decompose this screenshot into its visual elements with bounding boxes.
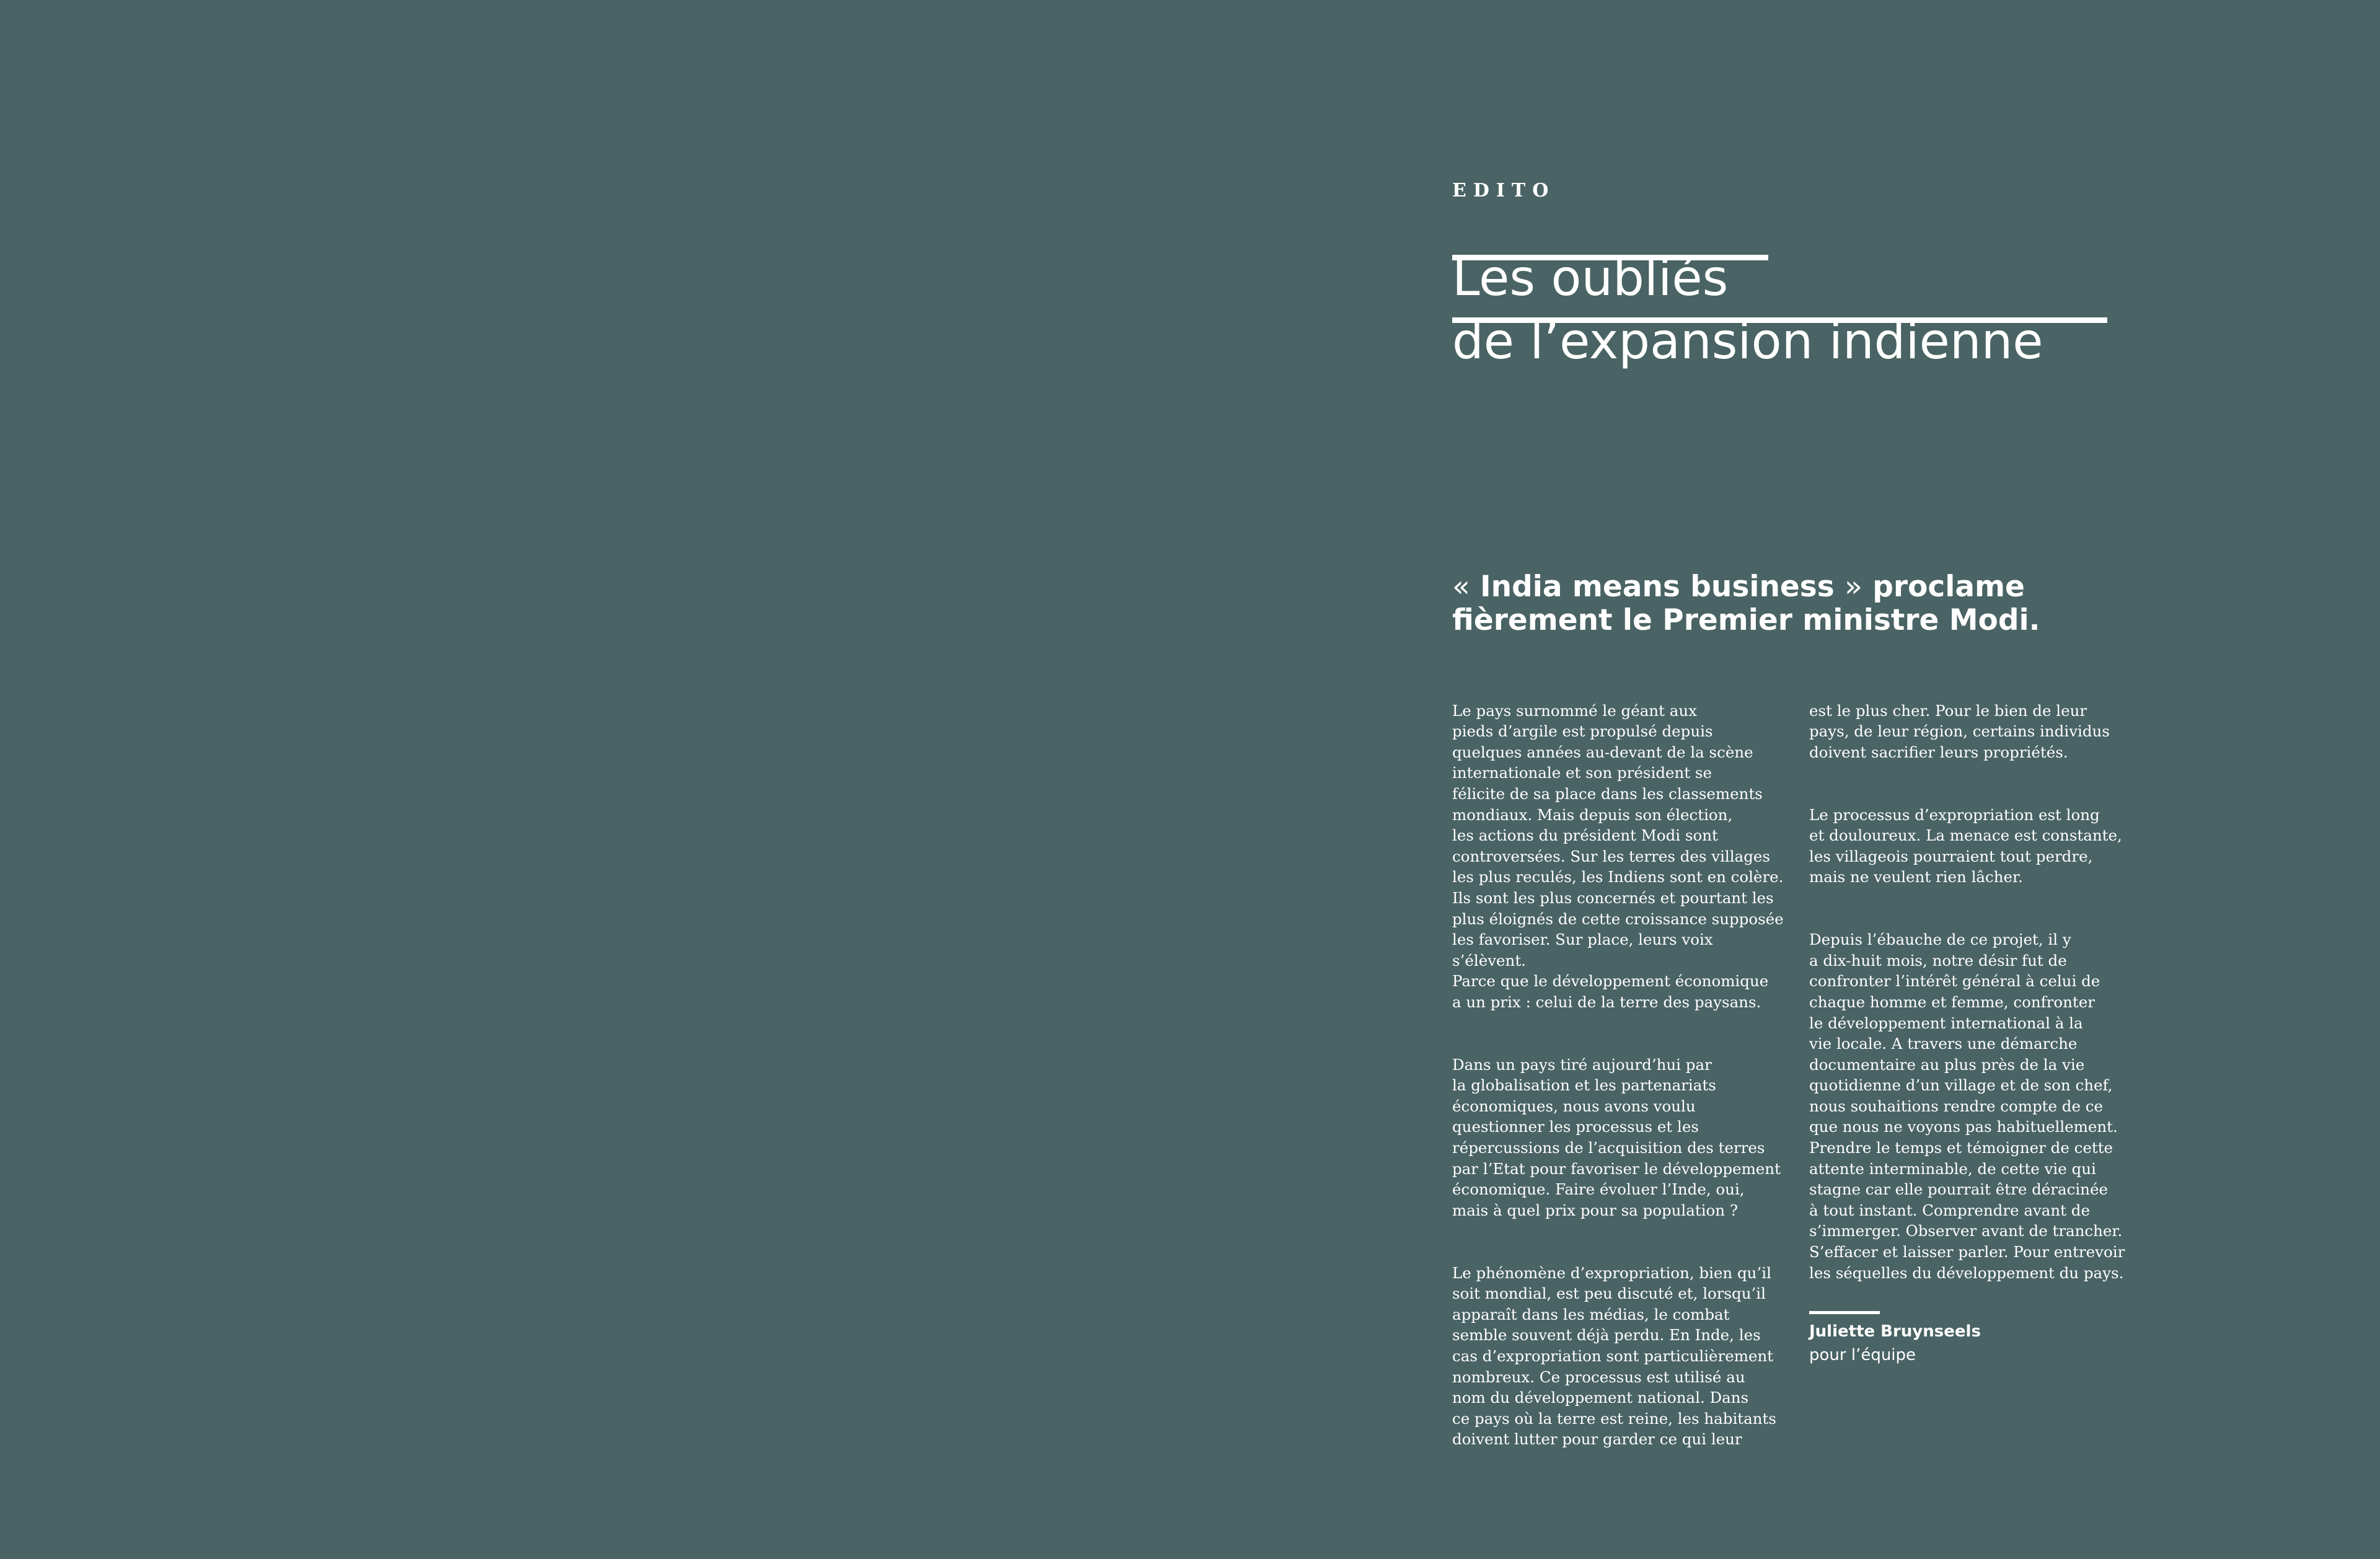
body-paragraph: Le phénomène d’expropriation, bien qu’il soit mondial, est peu discuté et, lorsqu’il apparaît dans les médias, le combat semble souvent déjà perdu. En Inde, les cas d’expropriation sont particulièrement nombreux. Ce processus est utilisé au nom du développement national. Dans ce pays où la terre est reine, les habitants doivent lutter pour garder ce qui leur (1452, 1263, 1776, 1449)
section-kicker: EDITO (1452, 180, 1556, 201)
signature-subtitle: pour l’équipe (1809, 1346, 1916, 1364)
title-line-1: Les oubliés (1452, 249, 1729, 307)
body-paragraph: est le plus cher. Pour le bien de leur pays, de leur région, certains individus doivent sacrifier leurs propriétés. (1809, 701, 2110, 761)
article-title (1452, 247, 2043, 373)
body-paragraph: Depuis l’ébauche de ce projet, il y a dix-huit mois, notre désir fut de confronter l’intérêt général à celui de chaque homme et femme, confronter le développement international à la vie locale. A travers une démarche documentaire au plus près de la vie quotidienne d’un village et de son chef, nous souhaitions rendre compte de ce que nous ne voyons pas habituellement. Prendre le temps et témoigner de cette attente interminable, de cette vie qui stagne car elle pourrait être déracinée à tout instant. Comprendre avant de s’immerger. Observer avant de trancher. S’effacer et laisser parler. Pour entrevoir les séquelles du développement du pays. (1809, 930, 2125, 1282)
signature-name: Juliette Bruynseels (1809, 1322, 1981, 1341)
lede-open-quote: « (1452, 570, 1470, 604)
lede-rest-line-1: proclame (1862, 570, 2025, 604)
title-line-2: de l’expansion indienne (1452, 312, 2043, 370)
lede (1452, 570, 2134, 637)
body-paragraph: Dans un pays tiré aujourd’hui par la globalisation et les partenariats économiques, nous avons voulu questionner les processus et les répercussions de l’acquisition des terres par l’Etat pour favoriser le développement économique. Faire évoluer l’Inde, oui, mais à quel prix pour sa population ? (1452, 1055, 1781, 1219)
body-paragraph: Le processus d’expropriation est long et douloureux. La menace est constante, les villageois pourraient tout perdre, mais ne veulent rien lâcher. (1809, 805, 2122, 886)
lede-rest-line-2: fièrement le Premier ministre Modi. (1452, 603, 2040, 637)
lede-close-quote: » (1844, 570, 1862, 604)
body-column-left (1452, 679, 1787, 1491)
body-paragraph: Le pays surnommé le géant aux pieds d’argile est propulsé depuis quelques années au-devant de la scène internationale et son président se félicite de sa place dans les classements mondiaux. Mais depuis son élection, les actions du président Modi sont controversées. Sur les terres des villages les plus reculés, les Indiens sont en colère. Ils sont les plus concernés et pourtant les plus éloignés de cette croissance supposée les favoriser. Sur place, leurs voix s’élèvent. Parce que le développement économique a un prix : celui de la terre des paysans. (1452, 701, 1784, 1011)
body-column-right (1809, 679, 2144, 1325)
lede-quote: India means business (1470, 570, 1845, 604)
signature-rule (1809, 1311, 1880, 1314)
